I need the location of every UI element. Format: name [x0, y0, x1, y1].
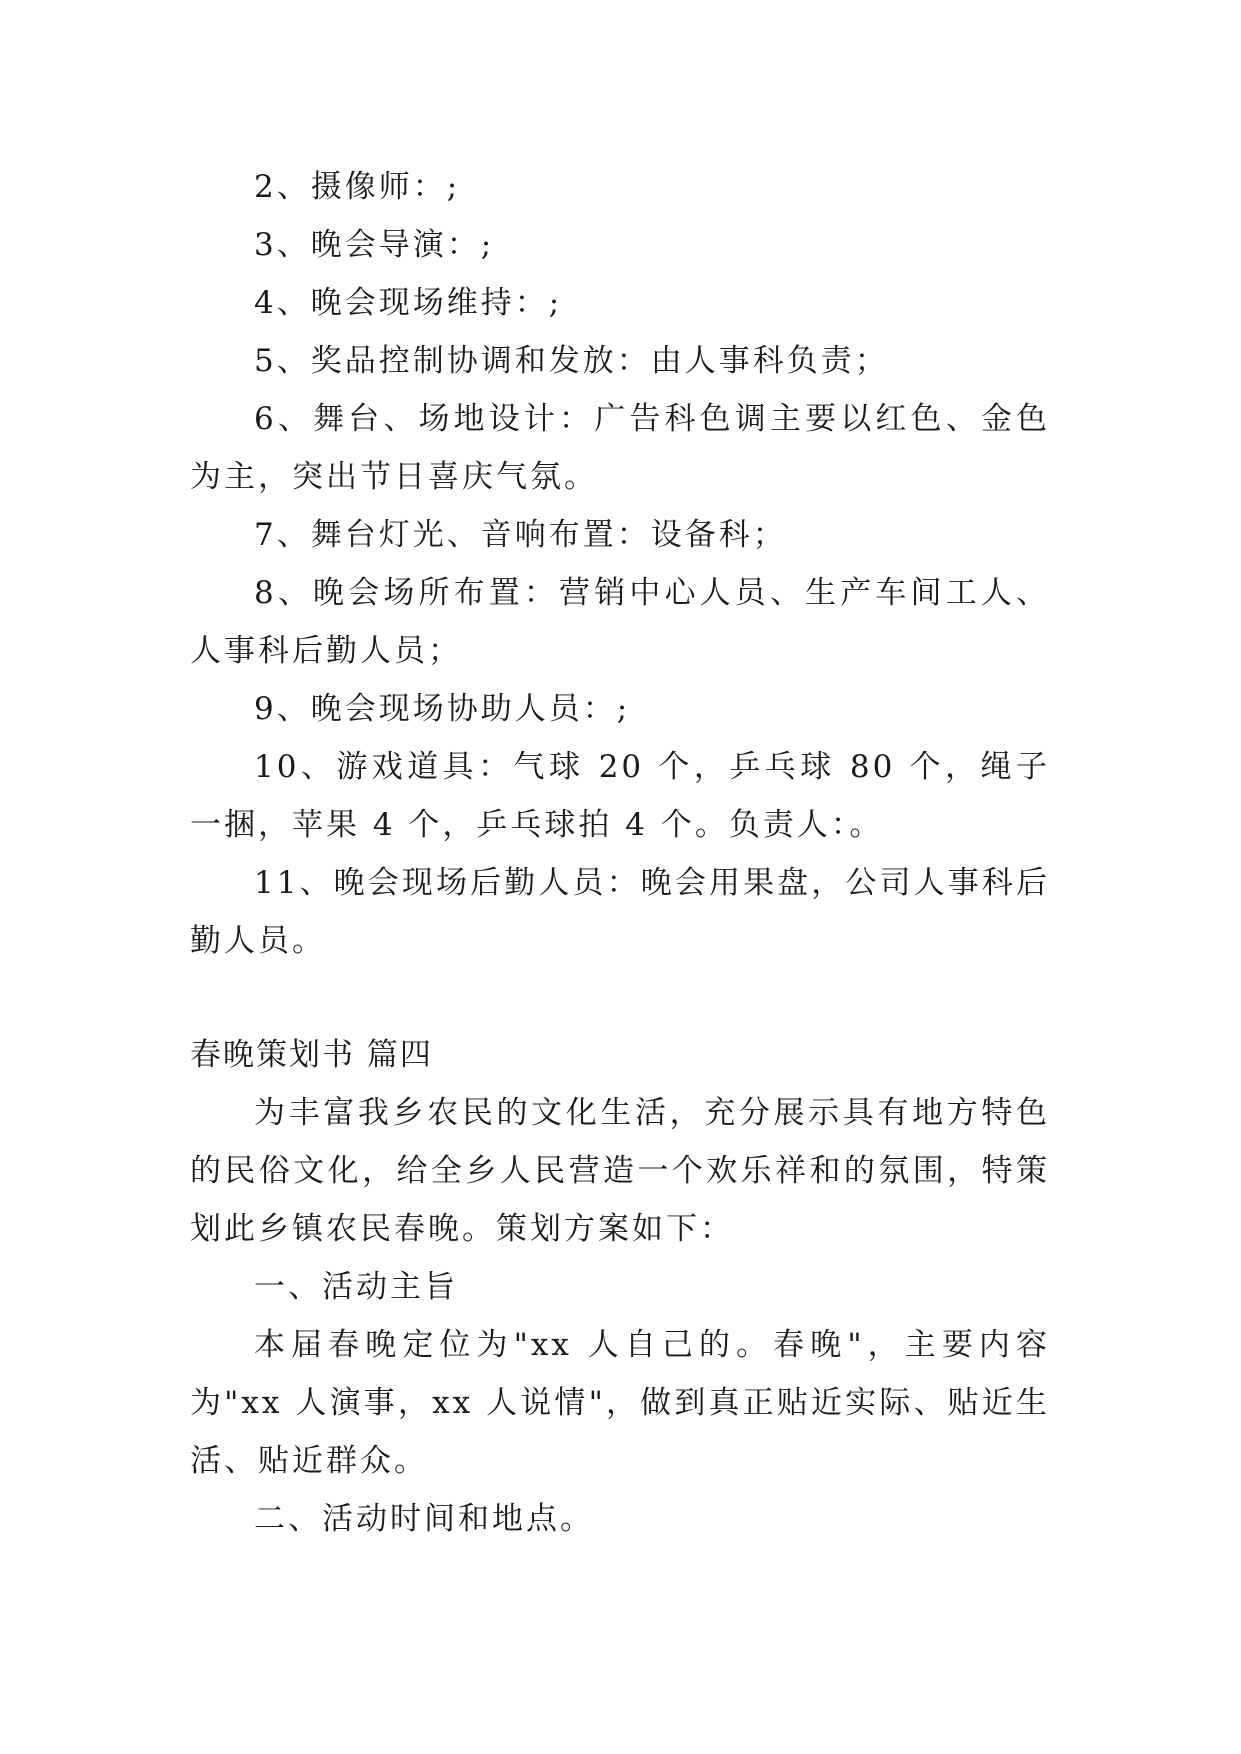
- list-item: 6、舞台、场地设计：广告科色调主要以红色、金色为主，突出节日喜庆气氛。: [190, 401, 1050, 495]
- section-heading: 春晚策划书 篇四: [190, 1037, 433, 1073]
- list-item: 11、晚会现场后勤人员：晚会用果盘，公司人事科后勤人员。: [190, 865, 1050, 959]
- intro-paragraph: 为丰富我乡农民的文化生活，充分展示具有地方特色的民俗文化，给全乡人民营造一个欢乐祥和的氛围，特策划此乡镇农民春晚。策划方案如下：: [190, 1095, 1050, 1247]
- section-spacer: [190, 970, 1050, 1026]
- subheading-time-place: 二、活动时间和地点。: [254, 1501, 594, 1537]
- list-item: 5、奖品控制协调和发放：由人事科负责；: [254, 343, 889, 379]
- list-item: 7、舞台灯光、音响布置：设备科；: [254, 517, 787, 553]
- subheading-purpose: 一、活动主旨: [254, 1269, 458, 1305]
- document-body: [190, 158, 1050, 1548]
- list-item: 2、摄像师：;: [254, 169, 461, 205]
- list-item: 4、晚会现场维持：;: [254, 285, 563, 321]
- list-item: 3、晚会导演：;: [254, 227, 495, 263]
- list-item: 9、晚会现场协助人员：;: [254, 691, 631, 727]
- list-item: 8、晚会场所布置：营销中心人员、生产车间工人、人事科后勤人员；: [190, 575, 1050, 669]
- list-item: 10、游戏道具：气球 20 个，乒乓球 80 个，绳子一捆，苹果 4 个，乒乓球拍 4 个。负责人：。: [190, 749, 1050, 843]
- purpose-paragraph: 本届春晚定位为"xx 人自己的。春晚"，主要内容为"xx 人演事，xx 人说情"，做到真正贴近实际、贴近生活、贴近群众。: [190, 1327, 1050, 1479]
